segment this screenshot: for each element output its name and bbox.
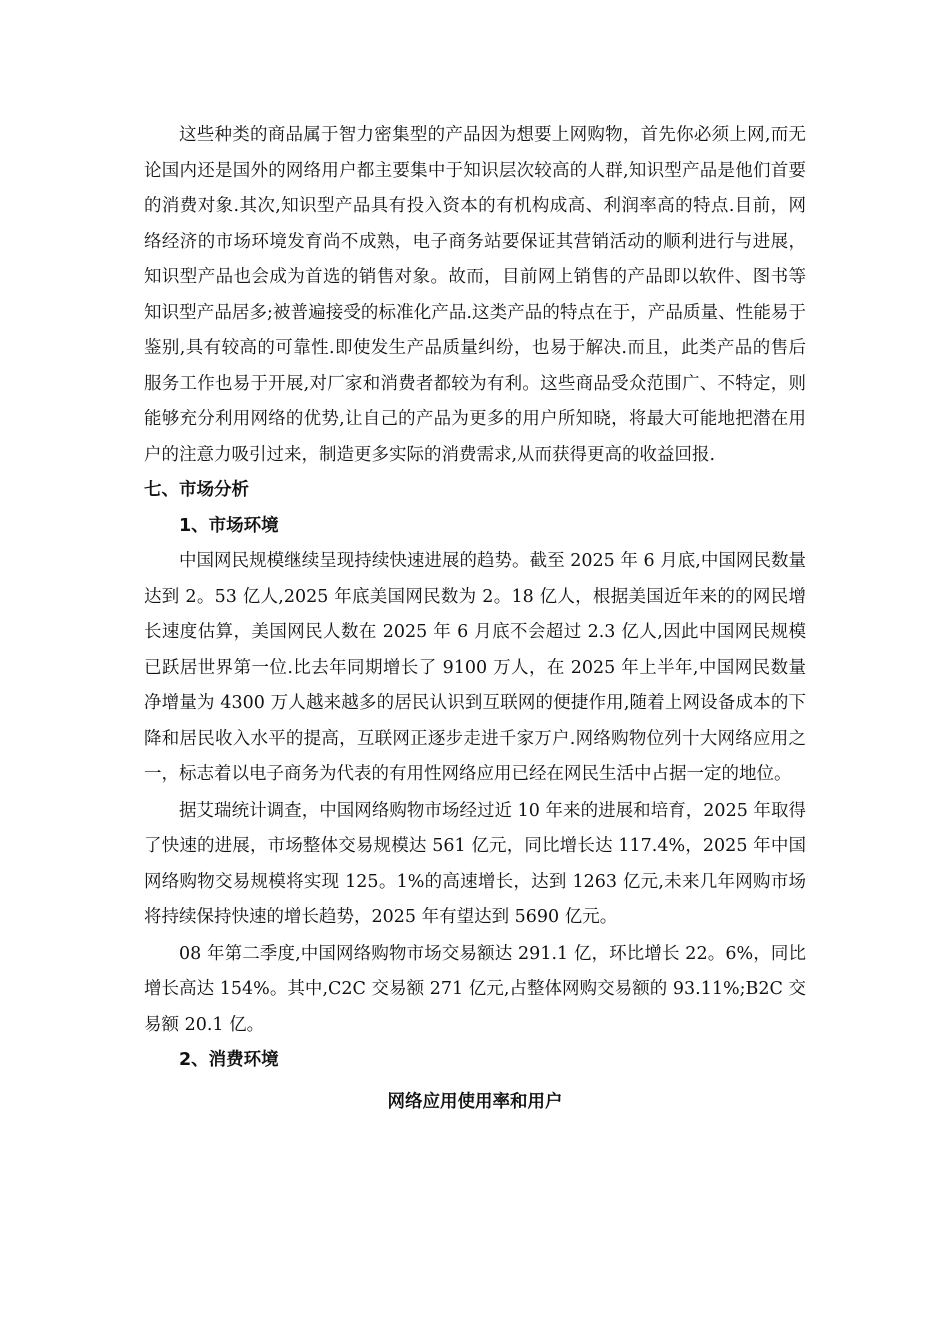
body-paragraph: 这些种类的商品属于智力密集型的产品因为想要上网购物，首先你必须上网,而无论国内还是国外的网络用户都主要集中于知识层次较高的人群,知识型产品是他们首要的消费对象.其次,知识型产品具有投入资本的有机构成高、利润率高的特点.目前，网络经济的市场环境发育尚不成熟，电子商务站要保证其营销活动的顺利进行与进展，知识型产品也会成为首选的销售对象。故而，目前网上销售的产品即以软件、图书等知识型产品居多;被普遍接受的标准化产品.这类产品的特点在于，产品质量、性能易于鉴别,具有较高的可靠性.即使发生产品质量纠纷，也易于解决.而且，此类产品的售后服务工作也易于开展,对厂家和消费者都较为有利。这些商品受众范围广、不特定，则能够充分利用网络的优势,让自己的产品为更多的用户所知晓，将最大可能地把潜在用户的注意力吸引过来，制造更多实际的消费需求,从而获得更高的收益回报. bbox=[144, 125, 806, 465]
body-paragraph: 中国网民规模继续呈现持续快速进展的趋势。截至 2025 年 6 月底,中国网民数量达到 2。53 亿人,2025 年底美国网民数为 2。18 亿人，根据美国近年来的的网民增长速度估算，美国网民人数在 2025 年 6 月底不会超过 2.3 亿人,因此中国网民规模已跃居世界第一位.比去年同期增长了 9100 万人，在 2025 年上半年,中国网民数量净增量为 4300 万人越来越多的居民认识到互联网的便捷作用,随着上网设备成本的下降和居民收入水平的提高，互联网正逐步走进千家万户.网络购物位列十大网络应用之一，标志着以电子商务为代表的有用性网络应用已经在网民生活中占据一定的地位。 bbox=[144, 551, 806, 784]
section-heading: 七、市场分析 bbox=[144, 480, 249, 500]
sub-heading-consumer-environment: 2、消费环境 bbox=[179, 1050, 279, 1070]
sub-heading-market-environment: 1、市场环境 bbox=[179, 515, 279, 536]
body-paragraph: 08 年第二季度,中国网络购物市场交易额达 291.1 亿，环比增长 22。6%，同比增长高达 154%。其中,C2C 交易额 271 亿元,占整体网购交易额的 93.11%;B2C 交易额 20.1 亿。 bbox=[144, 943, 806, 1035]
body-paragraph: 据艾瑞统计调查，中国网络购物市场经过近 10 年来的进展和培育，2025 年取得了快速的进展，市场整体交易规模达 561 亿元，同比增长达 117.4%，2025 年中国网络购物交易规模将实现 125。1%的高速增长，达到 1263 亿元,未来几年网购市场将持续保持快速的增长趋势，2025 年有望达到 5690 亿元。 bbox=[144, 800, 806, 927]
document-body bbox=[144, 118, 806, 1120]
table-caption: 网络应用使用率和用户 bbox=[387, 1091, 563, 1112]
